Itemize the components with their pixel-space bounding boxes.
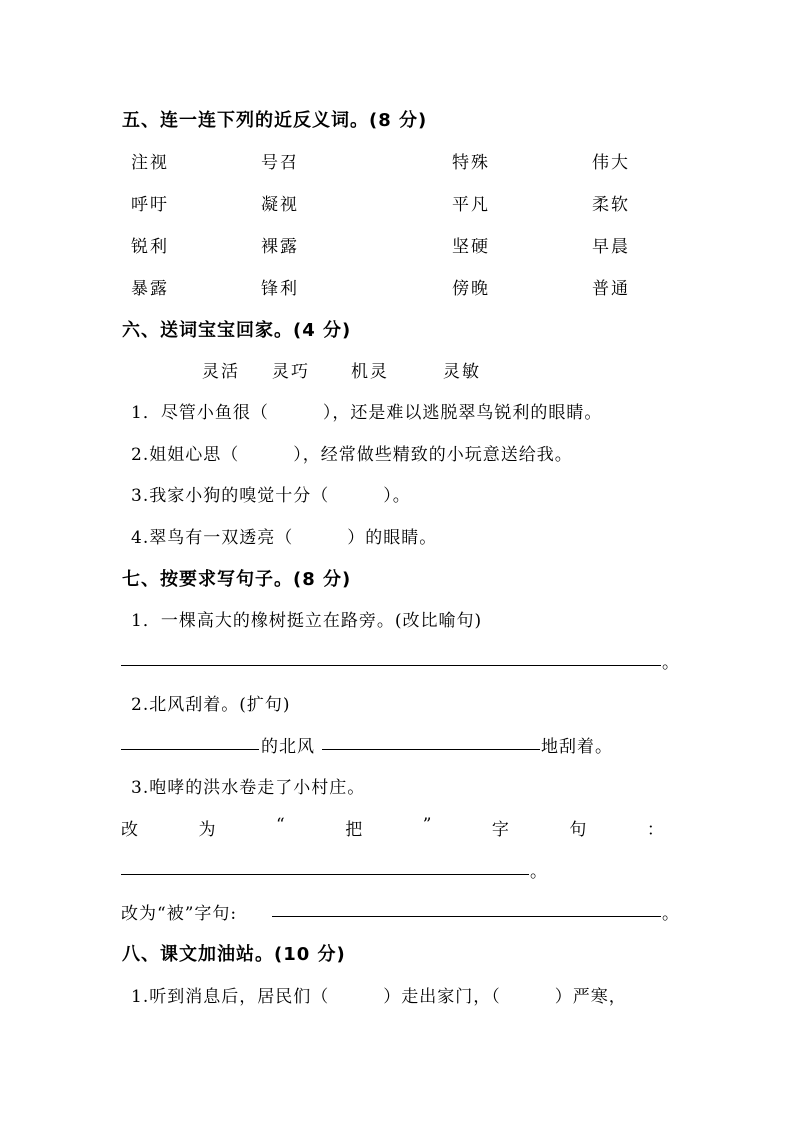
question-7-3: 3.咆哮的洪水卷走了小村庄。	[131, 778, 366, 798]
word-item: 锐利	[131, 237, 169, 257]
answer-line[interactable]	[322, 749, 540, 750]
ba-char: 字	[491, 820, 509, 840]
answer-line[interactable]	[121, 665, 661, 666]
ba-char: “	[276, 815, 285, 835]
word-item: 锋利	[261, 279, 299, 299]
question-7-2: 2.北风刮着。(扩句)	[131, 695, 291, 715]
word-bank-item: 灵活	[202, 362, 240, 382]
word-bank-item: 灵敏	[443, 362, 481, 382]
word-item: 凝视	[261, 195, 299, 215]
section8-heading: 八、课文加油站。(10 分)	[122, 944, 346, 965]
question-7-1: 1．一棵高大的橡树挺立在路旁。(改比喻句)	[131, 611, 483, 631]
word-item: 号召	[261, 153, 299, 173]
word-item: 坚硬	[452, 237, 490, 257]
section5-heading: 五、连一连下列的近反义词。(8 分)	[122, 110, 428, 131]
question-6-4: 4.翠鸟有一双透亮（ ）的眼睛。	[131, 528, 438, 548]
word-item: 早晨	[592, 237, 630, 257]
fill-text: 地刮着。	[541, 737, 613, 757]
question-6-2: 2.姐姐心思（ ），经常做些精致的小玩意送给我。	[131, 445, 573, 465]
bei-sentence-label: 改为“被”字句:	[121, 904, 238, 924]
word-item: 特殊	[452, 153, 490, 173]
word-bank-item: 机灵	[351, 362, 389, 382]
word-bank-item: 灵巧	[272, 362, 310, 382]
answer-line[interactable]	[272, 916, 661, 917]
word-item: 平凡	[452, 195, 490, 215]
period-mark: 。	[662, 904, 680, 924]
ba-char: ”	[422, 815, 432, 835]
period-mark: 。	[662, 653, 680, 673]
word-item: 呼吁	[131, 195, 169, 215]
answer-line[interactable]	[121, 749, 259, 750]
question-6-3: 3.我家小狗的嗅觉十分（ ）。	[131, 486, 411, 506]
fill-text: 的北风	[261, 737, 315, 757]
section6-heading: 六、送词宝宝回家。(4 分)	[122, 320, 352, 341]
word-item: 裸露	[261, 237, 299, 257]
ba-char: 句	[569, 820, 587, 840]
word-item: 柔软	[592, 195, 630, 215]
period-mark: 。	[530, 862, 548, 882]
section7-heading: 七、按要求写句子。(8 分)	[122, 569, 352, 590]
question-8-1: 1.听到消息后，居民们（ ）走出家门，（ ）严寒，	[131, 987, 627, 1007]
word-item: 伟大	[592, 153, 630, 173]
word-item: 注视	[131, 153, 169, 173]
ba-char: 改	[121, 820, 138, 840]
ba-sentence-label	[121, 815, 664, 840]
word-item: 暴露	[131, 279, 169, 299]
question-6-1: 1．尽管小鱼很（ ），还是难以逃脱翠鸟锐利的眼睛。	[131, 403, 603, 423]
ba-char: 为	[198, 820, 216, 840]
ba-char: ：	[646, 820, 664, 840]
ba-char: 把	[345, 820, 363, 840]
word-item: 傍晚	[452, 279, 490, 299]
word-item: 普通	[592, 279, 630, 299]
answer-line[interactable]	[121, 874, 529, 875]
